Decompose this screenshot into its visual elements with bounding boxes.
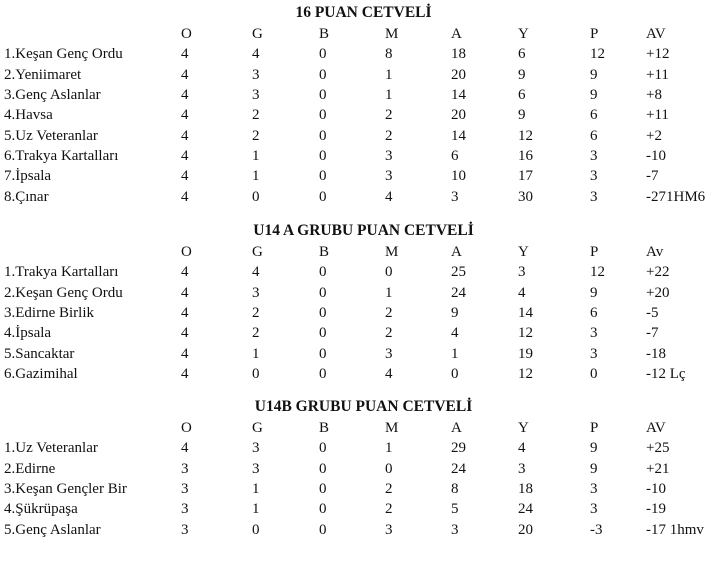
cell-m: 1: [385, 284, 393, 301]
cell-y: 4: [518, 284, 526, 301]
cell-p: 6: [590, 127, 598, 144]
cell-b: 0: [319, 325, 327, 342]
header-row: [4, 242, 724, 262]
cell-m: 2: [385, 501, 393, 518]
cell-b: 0: [319, 284, 327, 301]
cell-p: 0: [590, 365, 598, 382]
cell-p: 3: [590, 325, 598, 342]
team-name: 6.Gazimihal: [4, 365, 78, 382]
cell-av: +11: [646, 66, 669, 83]
cell-o: 3: [181, 521, 189, 538]
header-p: P: [590, 26, 599, 43]
cell-av: +21: [646, 460, 670, 477]
header-av: AV: [646, 420, 666, 437]
cell-m: 2: [385, 127, 393, 144]
header-row: [4, 24, 724, 44]
cell-b: 0: [319, 46, 327, 63]
table-row: [4, 105, 724, 125]
cell-m: 2: [385, 305, 393, 322]
cell-m: 4: [385, 188, 393, 205]
table-row: [4, 364, 724, 384]
header-av: AV: [646, 26, 666, 43]
cell-y: 6: [518, 87, 526, 104]
cell-p: 9: [590, 87, 598, 104]
header-team: [4, 418, 181, 438]
table-row: [4, 499, 724, 519]
cell-av: -10: [646, 481, 666, 498]
cell-a: 20: [451, 66, 466, 83]
cell-g: 3: [252, 460, 260, 477]
cell-a: 24: [451, 460, 466, 477]
cell-b: 0: [319, 521, 327, 538]
cell-o: 4: [181, 284, 189, 301]
cell-b: 0: [319, 107, 327, 124]
cell-y: 3: [518, 264, 526, 281]
cell-b: 0: [319, 66, 327, 83]
cell-y: 4: [518, 440, 526, 457]
cell-y: 16: [518, 147, 533, 164]
cell-p: 3: [590, 147, 598, 164]
cell-y: 9: [518, 107, 526, 124]
table-row: [4, 438, 724, 458]
cell-g: 2: [252, 305, 260, 322]
cell-g: 2: [252, 127, 260, 144]
cell-y: 20: [518, 521, 533, 538]
cell-g: 1: [252, 345, 260, 362]
cell-av: -5: [646, 305, 659, 322]
cell-o: 4: [181, 325, 189, 342]
cell-y: 3: [518, 460, 526, 477]
cell-a: 25: [451, 264, 466, 281]
cell-m: 2: [385, 325, 393, 342]
cell-o: 4: [181, 305, 189, 322]
header-o: O: [181, 420, 192, 437]
cell-a: 29: [451, 440, 466, 457]
cell-o: 4: [181, 440, 189, 457]
section-title-u14a: U14 A GRUBU PUAN CETVELİ: [253, 222, 474, 239]
header-b: B: [319, 26, 330, 43]
cell-o: 4: [181, 66, 189, 83]
header-y: Y: [518, 420, 529, 437]
header-a: A: [451, 420, 462, 437]
cell-g: 1: [252, 481, 260, 498]
cell-a: 20: [451, 107, 466, 124]
cell-a: 10: [451, 168, 466, 185]
cell-av: -10: [646, 147, 666, 164]
cell-p: 3: [590, 501, 598, 518]
cell-m: 3: [385, 147, 393, 164]
table-row: [4, 186, 724, 206]
cell-g: 2: [252, 325, 260, 342]
cell-y: 30: [518, 188, 533, 205]
cell-av: -12 Lç: [646, 365, 686, 382]
team-name: 3.Genç Aslanlar: [4, 87, 101, 104]
cell-y: 18: [518, 481, 533, 498]
cell-g: 3: [252, 440, 260, 457]
cell-p: 6: [590, 107, 598, 124]
cell-av: +25: [646, 440, 670, 457]
cell-b: 0: [319, 147, 327, 164]
cell-b: 0: [319, 168, 327, 185]
team-name: 4.Şükrüpaşa: [4, 501, 78, 518]
cell-p: -3: [590, 521, 603, 538]
table-row: [4, 303, 724, 323]
cell-m: 0: [385, 264, 393, 281]
team-name: 2.Keşan Genç Ordu: [4, 284, 123, 301]
team-name: 5.Sancaktar: [4, 345, 75, 362]
team-name: 1.Uz Veteranlar: [4, 440, 98, 457]
cell-m: 1: [385, 66, 393, 83]
cell-a: 18: [451, 46, 466, 63]
cell-a: 5: [451, 501, 459, 518]
cell-p: 9: [590, 66, 598, 83]
table-row: [4, 343, 724, 363]
cell-g: 0: [252, 365, 260, 382]
cell-o: 4: [181, 188, 189, 205]
cell-av: +20: [646, 284, 670, 301]
cell-o: 3: [181, 481, 189, 498]
cell-g: 2: [252, 107, 260, 124]
cell-o: 4: [181, 264, 189, 281]
standings-table-u14a: [4, 242, 724, 384]
cell-o: 4: [181, 87, 189, 104]
cell-y: 24: [518, 501, 533, 518]
cell-av: +22: [646, 264, 670, 281]
cell-b: 0: [319, 365, 327, 382]
cell-m: 0: [385, 460, 393, 477]
cell-p: 3: [590, 345, 598, 362]
header-a: A: [451, 26, 462, 43]
header-p: P: [590, 420, 599, 437]
cell-p: 9: [590, 440, 598, 457]
cell-av: -7: [646, 325, 659, 342]
header-av: Av: [646, 244, 664, 261]
cell-av: -19: [646, 501, 666, 518]
cell-g: 0: [252, 521, 260, 538]
cell-p: 12: [590, 46, 605, 63]
cell-a: 4: [451, 325, 459, 342]
header-team: [4, 24, 181, 44]
table-row: [4, 44, 724, 64]
cell-g: 1: [252, 147, 260, 164]
cell-p: 9: [590, 460, 598, 477]
table-row: [4, 146, 724, 166]
cell-o: 3: [181, 460, 189, 477]
cell-a: 9: [451, 305, 459, 322]
cell-o: 4: [181, 365, 189, 382]
cell-o: 3: [181, 501, 189, 518]
team-name: 8.Çınar: [4, 188, 49, 205]
header-y: Y: [518, 244, 529, 261]
cell-b: 0: [319, 460, 327, 477]
cell-av: -7: [646, 168, 659, 185]
cell-o: 4: [181, 46, 189, 63]
cell-o: 4: [181, 127, 189, 144]
team-name: 3.Edirne Birlik: [4, 305, 94, 322]
cell-g: 4: [252, 264, 260, 281]
cell-b: 0: [319, 264, 327, 281]
table-row: [4, 65, 724, 85]
cell-p: 3: [590, 188, 598, 205]
cell-y: 19: [518, 345, 533, 362]
table-row: [4, 323, 724, 343]
cell-a: 24: [451, 284, 466, 301]
cell-a: 6: [451, 147, 459, 164]
cell-a: 3: [451, 188, 459, 205]
cell-a: 3: [451, 521, 459, 538]
header-g: G: [252, 420, 263, 437]
cell-b: 0: [319, 305, 327, 322]
cell-a: 1: [451, 345, 459, 362]
cell-g: 3: [252, 87, 260, 104]
header-b: B: [319, 244, 330, 261]
cell-av: +2: [646, 127, 662, 144]
team-name: 5.Genç Aslanlar: [4, 521, 101, 538]
team-name: 7.İpsala: [4, 168, 52, 185]
header-y: Y: [518, 26, 529, 43]
cell-p: 3: [590, 481, 598, 498]
header-a: A: [451, 244, 462, 261]
header-m: M: [385, 244, 399, 261]
cell-p: 12: [590, 264, 605, 281]
cell-av: +8: [646, 87, 662, 104]
cell-b: 0: [319, 127, 327, 144]
cell-o: 4: [181, 168, 189, 185]
cell-b: 0: [319, 188, 327, 205]
team-name: 1.Trakya Kartalları: [4, 264, 119, 281]
cell-m: 2: [385, 481, 393, 498]
team-name: 5.Uz Veteranlar: [4, 127, 98, 144]
cell-o: 4: [181, 107, 189, 124]
cell-b: 0: [319, 440, 327, 457]
cell-g: 0: [252, 188, 260, 205]
header-g: G: [252, 244, 263, 261]
header-m: M: [385, 26, 399, 43]
cell-o: 4: [181, 345, 189, 362]
table-row: [4, 283, 724, 303]
cell-av: -17 1hmv: [646, 521, 704, 538]
header-b: B: [319, 420, 330, 437]
cell-m: 1: [385, 87, 393, 104]
cell-b: 0: [319, 345, 327, 362]
cell-y: 14: [518, 305, 533, 322]
team-name: 1.Keşan Genç Ordu: [4, 46, 123, 63]
cell-m: 8: [385, 46, 393, 63]
cell-av: -271HM6: [646, 188, 706, 205]
cell-av: +12: [646, 46, 670, 63]
standings-table-16: [4, 24, 724, 207]
table-row: [4, 125, 724, 145]
cell-b: 0: [319, 87, 327, 104]
header-g: G: [252, 26, 263, 43]
cell-p: 6: [590, 305, 598, 322]
cell-y: 6: [518, 46, 526, 63]
cell-g: 4: [252, 46, 260, 63]
cell-y: 12: [518, 365, 533, 382]
cell-y: 12: [518, 127, 533, 144]
cell-g: 3: [252, 284, 260, 301]
cell-m: 4: [385, 365, 393, 382]
header-p: P: [590, 244, 599, 261]
cell-m: 3: [385, 168, 393, 185]
section-title-16: 16 PUAN CETVELİ: [295, 4, 432, 21]
team-name: 4.Havsa: [4, 107, 53, 124]
table-row: [4, 85, 724, 105]
cell-o: 4: [181, 147, 189, 164]
cell-a: 8: [451, 481, 459, 498]
table-row: [4, 479, 724, 499]
section-title-u14b: U14B GRUBU PUAN CETVELİ: [254, 398, 473, 415]
table-row: [4, 262, 724, 282]
cell-a: 0: [451, 365, 459, 382]
header-row: [4, 418, 724, 438]
team-name: 6.Trakya Kartalları: [4, 147, 119, 164]
header-o: O: [181, 244, 192, 261]
team-name: 3.Keşan Gençler Bir: [4, 481, 127, 498]
cell-m: 3: [385, 521, 393, 538]
cell-g: 3: [252, 66, 260, 83]
cell-y: 17: [518, 168, 533, 185]
cell-m: 2: [385, 107, 393, 124]
cell-a: 14: [451, 127, 466, 144]
cell-y: 9: [518, 66, 526, 83]
cell-av: +11: [646, 107, 669, 124]
cell-a: 14: [451, 87, 466, 104]
team-name: 4.İpsala: [4, 325, 52, 342]
header-m: M: [385, 420, 399, 437]
header-o: O: [181, 26, 192, 43]
cell-b: 0: [319, 501, 327, 518]
cell-g: 1: [252, 501, 260, 518]
header-team: [4, 242, 181, 262]
cell-p: 3: [590, 168, 598, 185]
cell-p: 9: [590, 284, 598, 301]
cell-m: 3: [385, 345, 393, 362]
table-row: [4, 459, 724, 479]
team-name: 2.Edirne: [4, 460, 56, 477]
cell-y: 12: [518, 325, 533, 342]
cell-av: -18: [646, 345, 666, 362]
table-row: [4, 519, 724, 539]
cell-b: 0: [319, 481, 327, 498]
cell-m: 1: [385, 440, 393, 457]
cell-g: 1: [252, 168, 260, 185]
table-row: [4, 166, 724, 186]
standings-table-u14b: [4, 418, 724, 540]
team-name: 2.Yeniimaret: [4, 66, 82, 83]
